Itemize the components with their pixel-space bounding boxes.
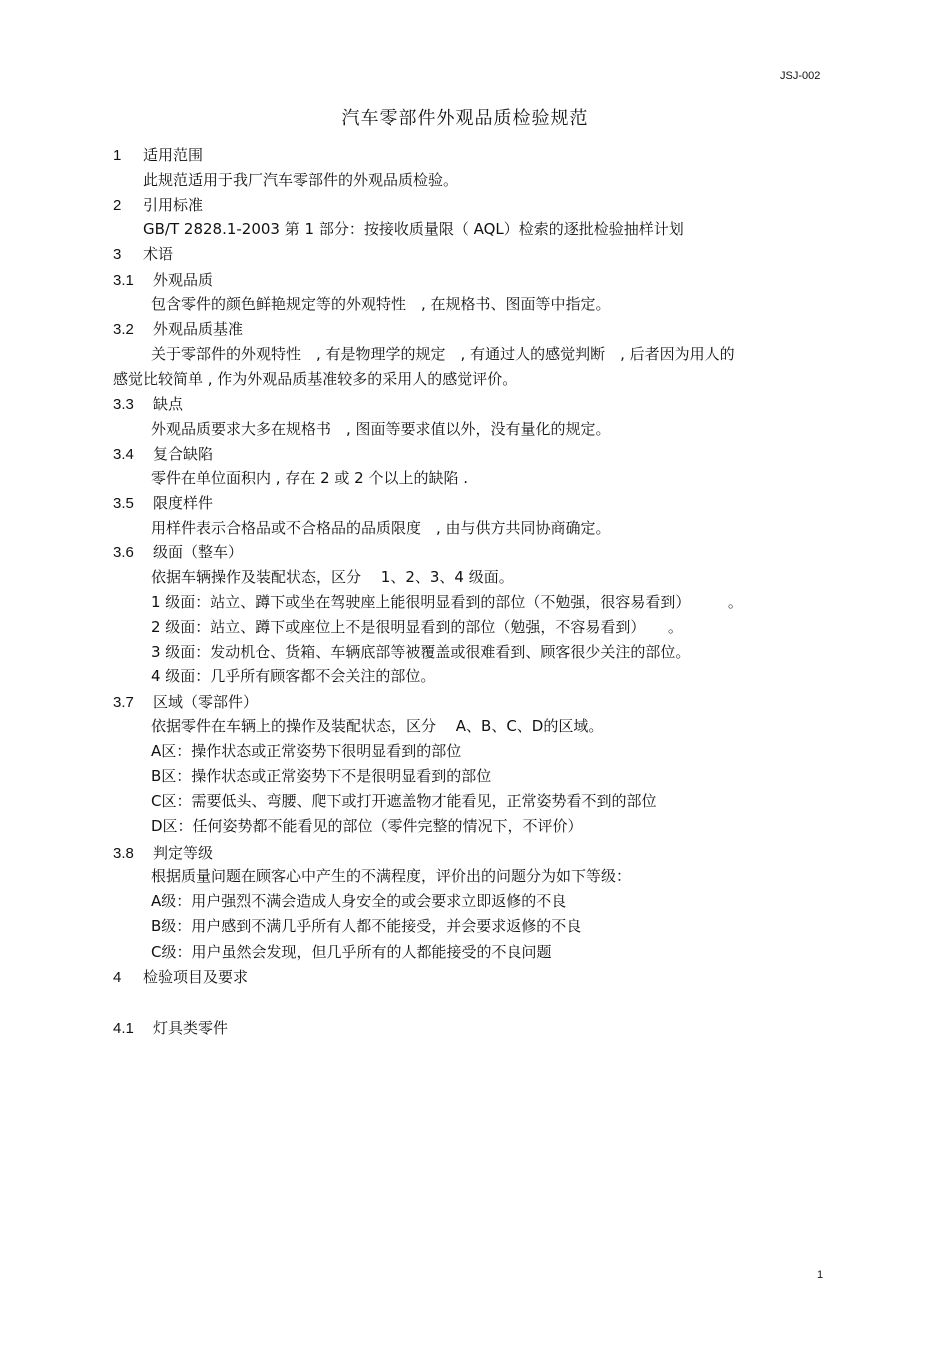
section-heading (113, 493, 213, 514)
paragraph-line: C区：需要低头、弯腰、爬下或打开遮盖物才能看见，正常姿势看不到的部位 (151, 792, 657, 810)
section-title: 复合缺陷 (153, 445, 214, 463)
section-heading (113, 444, 213, 465)
paragraph-line: 外观品质要求大多在规格书 , 图面等要求值以外，没有量化的规定。 (151, 420, 611, 438)
section-title: 缺点 (153, 395, 184, 413)
doc-code: JSJ-002 (780, 70, 821, 82)
section-number: 3.6 (113, 544, 134, 561)
section-number: 4 (113, 969, 122, 986)
paragraph-line: C级：用户虽然会发现，但几乎所有的人都能接受的不良问题 (151, 943, 552, 961)
paragraph-line: A级：用户强烈不满会造成人身安全的或会要求立即返修的不良 (151, 892, 567, 910)
paragraph-line: 零件在单位面积内 , 存在 2 或 2 个以上的缺陷 . (151, 469, 469, 487)
paragraph-line: D区：任何姿势都不能看见的部位（零件完整的情况下，不评价） (151, 817, 583, 835)
paragraph-line: 3 级面：发动机仓、货箱、车辆底部等被覆盖或很难看到、顾客很少关注的部位。 (151, 643, 691, 661)
section-title: 区域（零部件） (153, 693, 259, 711)
section-title: 判定等级 (153, 844, 214, 862)
section-number: 1 (113, 147, 122, 164)
section-number: 3.8 (113, 845, 134, 862)
section-title: 检验项目及要求 (143, 968, 249, 986)
paragraph-line: B区：操作状态或正常姿势下不是很明显看到的部位 (151, 767, 492, 785)
section-title: 级面（整车） (153, 543, 244, 561)
section-heading (113, 692, 258, 713)
section-heading (113, 542, 243, 563)
section-heading (113, 244, 173, 265)
section-number: 3.7 (113, 694, 134, 711)
section-heading (113, 394, 183, 415)
section-number: 2 (113, 197, 122, 214)
paragraph-line: 依据零件在车辆上的操作及装配状态，区分 A、B、C、D的区域。 (151, 717, 604, 735)
section-heading (113, 270, 213, 291)
paragraph-line: 关于零部件的外观特性 , 有是物理学的规定 , 有通过人的感觉判断 , 后者因为用人的 (151, 345, 735, 363)
section-heading (113, 319, 243, 340)
section-number: 3.4 (113, 446, 134, 463)
section-heading (113, 967, 248, 988)
section-title: 限度样件 (153, 494, 214, 512)
document-title: 汽车零部件外观品质检验规范 (341, 108, 589, 129)
section-heading (113, 1018, 228, 1039)
section-heading (113, 145, 203, 166)
paragraph-line: 包含零件的颜色鲜艳规定等的外观特性 , 在规格书、图面等中指定。 (151, 295, 611, 313)
page-number: 1 (817, 1269, 824, 1281)
section-title: 术语 (143, 245, 174, 263)
section-heading (113, 195, 203, 216)
section-number: 3.5 (113, 495, 134, 512)
section-title: 外观品质基准 (153, 320, 244, 338)
section-title: 灯具类零件 (153, 1019, 229, 1037)
section-title: 引用标准 (143, 196, 204, 214)
paragraph-line: 2 级面：站立、蹲下或座位上不是很明显看到的部位（勉强，不容易看到） 。 (151, 618, 683, 636)
paragraph-line: 1 级面：站立、蹲下或坐在驾驶座上能很明显看到的部位（不勉强，很容易看到） 。 (151, 593, 743, 611)
section-number: 3.3 (113, 396, 134, 413)
section-heading (113, 843, 213, 864)
section-number: 4.1 (113, 1020, 134, 1037)
paragraph-line: 感觉比较简单 , 作为外观品质基准较多的采用人的感觉评价。 (113, 370, 518, 388)
paragraph-line: GB/T 2828.1-2003 第 1 部分：按接收质量限（ AQL）检索的逐批检验抽样计划 (143, 220, 684, 238)
section-title: 适用范围 (143, 146, 204, 164)
paragraph-line: 依据车辆操作及装配状态，区分 1、2、3、4 级面。 (151, 568, 514, 586)
paragraph-line: 用样件表示合格品或不合格品的品质限度 , 由与供方共同协商确定。 (151, 519, 611, 537)
paragraph-line: B级：用户感到不满几乎所有人都不能接受，并会要求返修的不良 (151, 917, 582, 935)
paragraph-line: 根据质量问题在顾客心中产生的不满程度，评价出的问题分为如下等级： (151, 867, 632, 885)
paragraph-line: 4 级面：几乎所有顾客都不会关注的部位。 (151, 667, 436, 685)
paragraph-line: 此规范适用于我厂汽车零部件的外观品质检验。 (143, 171, 459, 189)
section-title: 外观品质 (153, 271, 214, 289)
section-number: 3.1 (113, 272, 134, 289)
section-number: 3 (113, 246, 122, 263)
section-number: 3.2 (113, 321, 134, 338)
paragraph-line: A区：操作状态或正常姿势下很明显看到的部位 (151, 742, 462, 760)
